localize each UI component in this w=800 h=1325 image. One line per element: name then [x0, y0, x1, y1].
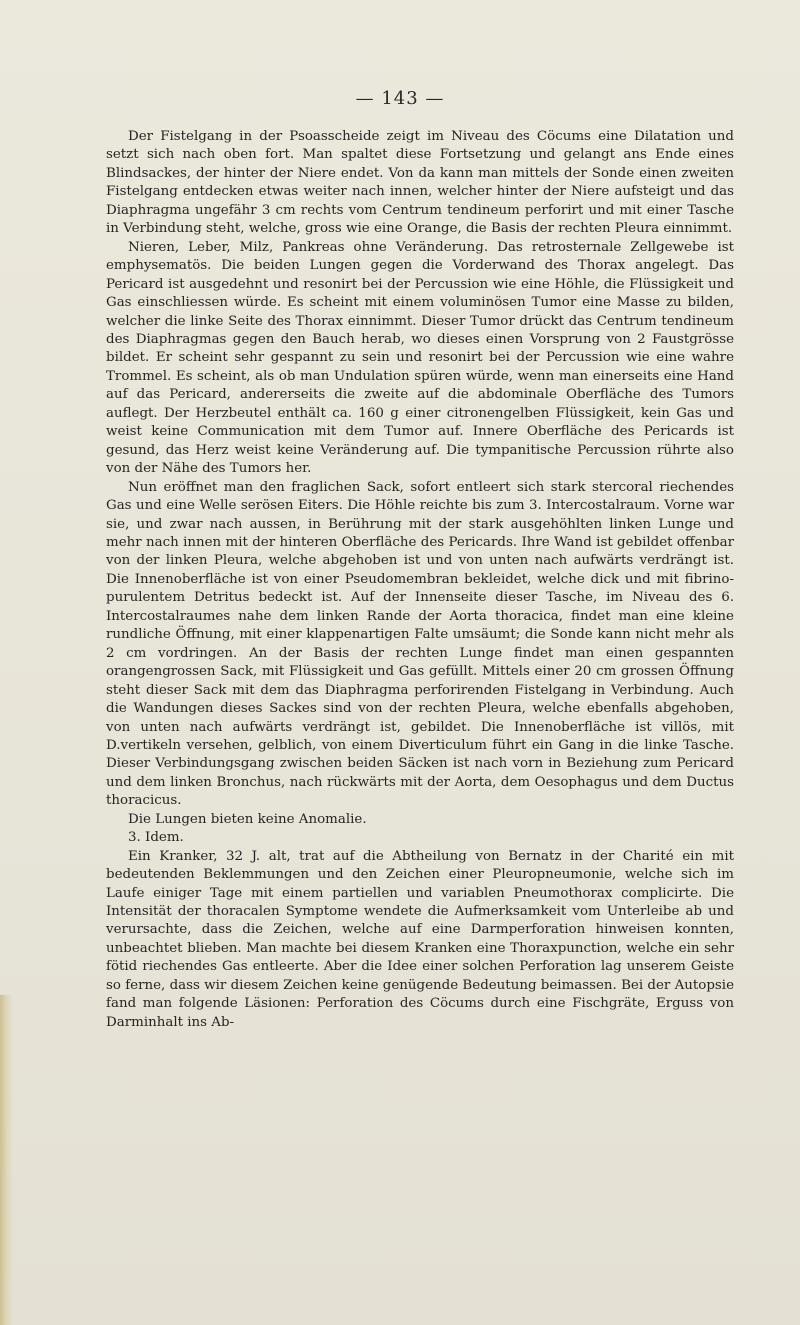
- body-text: [106, 128, 734, 1032]
- paragraph-2: Nieren, Leber, Milz, Pankreas ohne Veränderung. Das retrosternale Zellgewebe ist emphysematös. Die beiden Lungen gegen die Vorderwand des Thorax angelegt. Das Pericard ist ausgedehnt und resonirt bei der Percussion wie eine Höhle, die Flüssigkeit und Gas einschliessen würde. Es scheint mit einem voluminösen Tumor eine Masse zu bilden, welcher die linke Seite des Thorax einnimmt. Dieser Tumor drückt das Centrum tendineum des Diaphragmas gegen den Bauch herab, wo dieses einen Vorsprung von 2 Faustgrösse bildet. Er scheint sehr gespannt zu sein und resonirt bei der Percussion wie eine wahre Trommel. Es scheint, als ob man Undulation spüren würde, wenn man einerseits eine Hand auf das Pericard, andererseits die zweite auf die abdominale Oberfläche des Tumors auflegt. Der Herzbeutel enthält ca. 160 g einer citronengelben Flüssigkeit, kein Gas und weist keine Communication mit dem Tumor auf. Innere Oberfläche des Pericards ist gesund, das Herz weist keine Veränderung auf. Die tympanitische Percussion rührte also von der Nähe des Tumors her.: [106, 239, 734, 477]
- page-number: — 143 —: [355, 88, 445, 109]
- section-heading: 3. Idem.: [128, 830, 184, 846]
- paragraph-6: Ein Kranker, 32 J. alt, trat auf die Abtheilung von Bernatz in der Charité ein mit bedeutenden Beklemmungen und den Zeichen einer Pleuropneumonie, welche sich im Laufe einiger Tage mit einem partiellen und variablen Pneumothorax complicirte. Die Intensität der thoracalen Symptome wendete die Aufmerksamkeit vom Unterleibe ab und verursachte, dass die Zeichen, welche auf eine Darmperforation hinweisen konnten, unbeachtet blieben. Man machte bei diesem Kranken eine Thoraxpunction, welche ein sehr fötid riechendes Gas entleerte. Aber die Idee einer solchen Perforation lag unserem Geiste so ferne, dass wir diesem Zeichen keine genügende Bedeutung beimassen. Bei der Autopsie fand man folgende Läsionen: Perforation des Cöcums durch eine Fischgräte, Erguss von Darminhalt ins Ab-: [106, 848, 734, 1030]
- paragraph-1: Der Fistelgang in der Psoasscheide zeigt im Niveau des Cöcums eine Dilatation und setzt sich nach oben fort. Man spaltet diese Fortsetzung und gelangt ans Ende eines Blindsackes, der hinter der Niere endet. Von da kann man mittels der Sonde einen zweiten Fistelgang entdecken etwas weiter nach innen, welcher hinter der Niere aufsteigt und das Diaphragma ungefähr 3 cm rechts vom Centrum tendineum perforirt und mit einer Tasche in Verbindung steht, welche, gross wie eine Orange, die Basis der rechten Pleura einnimmt.: [106, 129, 734, 237]
- page-edge-shadow: [0, 995, 14, 1325]
- paragraph-4: Die Lungen bieten keine Anomalie.: [128, 811, 367, 827]
- paragraph-3: Nun eröffnet man den fraglichen Sack, sofort entleert sich stark stercoral riechendes Gas und eine Welle serösen Eiters. Die Höhle reichte bis zum 3. Intercostalraum. Vorne war sie, und zwar nach aussen, in Berührung mit der stark ausgehöhlten linken Lunge und mehr nach innen mit der hinteren Oberfläche des Pericards. Ihre Wand ist gebildet offenbar von der linken Pleura, welche abgehoben ist und von unten nach aufwärts verdrängt ist. Die Innenoberfläche ist von einer Pseudomembran bekleidet, welche dick und mit fibrino-purulentem Detritus bedeckt ist. Auf der Innenseite dieser Tasche, im Niveau des 6. Intercostalraumes nahe dem linken Rande der Aorta thoracica, findet man eine kleine rundliche Öffnung, mit einer klappenartigen Falte umsäumt; die Sonde kann nicht mehr als 2 cm vordringen. An der Basis der rechten Lunge findet man einen gespannten orangengrossen Sack, mit Flüssigkeit und Gas gefüllt. Mittels einer 20 cm grossen Öffnung steht dieser Sack mit dem das Diaphragma perforirenden Fistelgang in Verbindung. Auch die Wandungen dieses Sackes sind von der rechten Pleura, welche ebenfalls abgehoben, von unten nach aufwärts verdrängt ist, gebildet. Die Innenoberfläche ist villös, mit D.vertikeln versehen, gelblich, von einem Diverticulum führt ein Gang in die linke Tasche. Dieser Verbindungsgang zwischen beiden Säcken ist nach vorn in Beziehung zum Pericard und dem linken Bronchus, nach rückwärts mit der Aorta, dem Oesophagus und dem Ductus thoracicus.: [106, 479, 734, 809]
